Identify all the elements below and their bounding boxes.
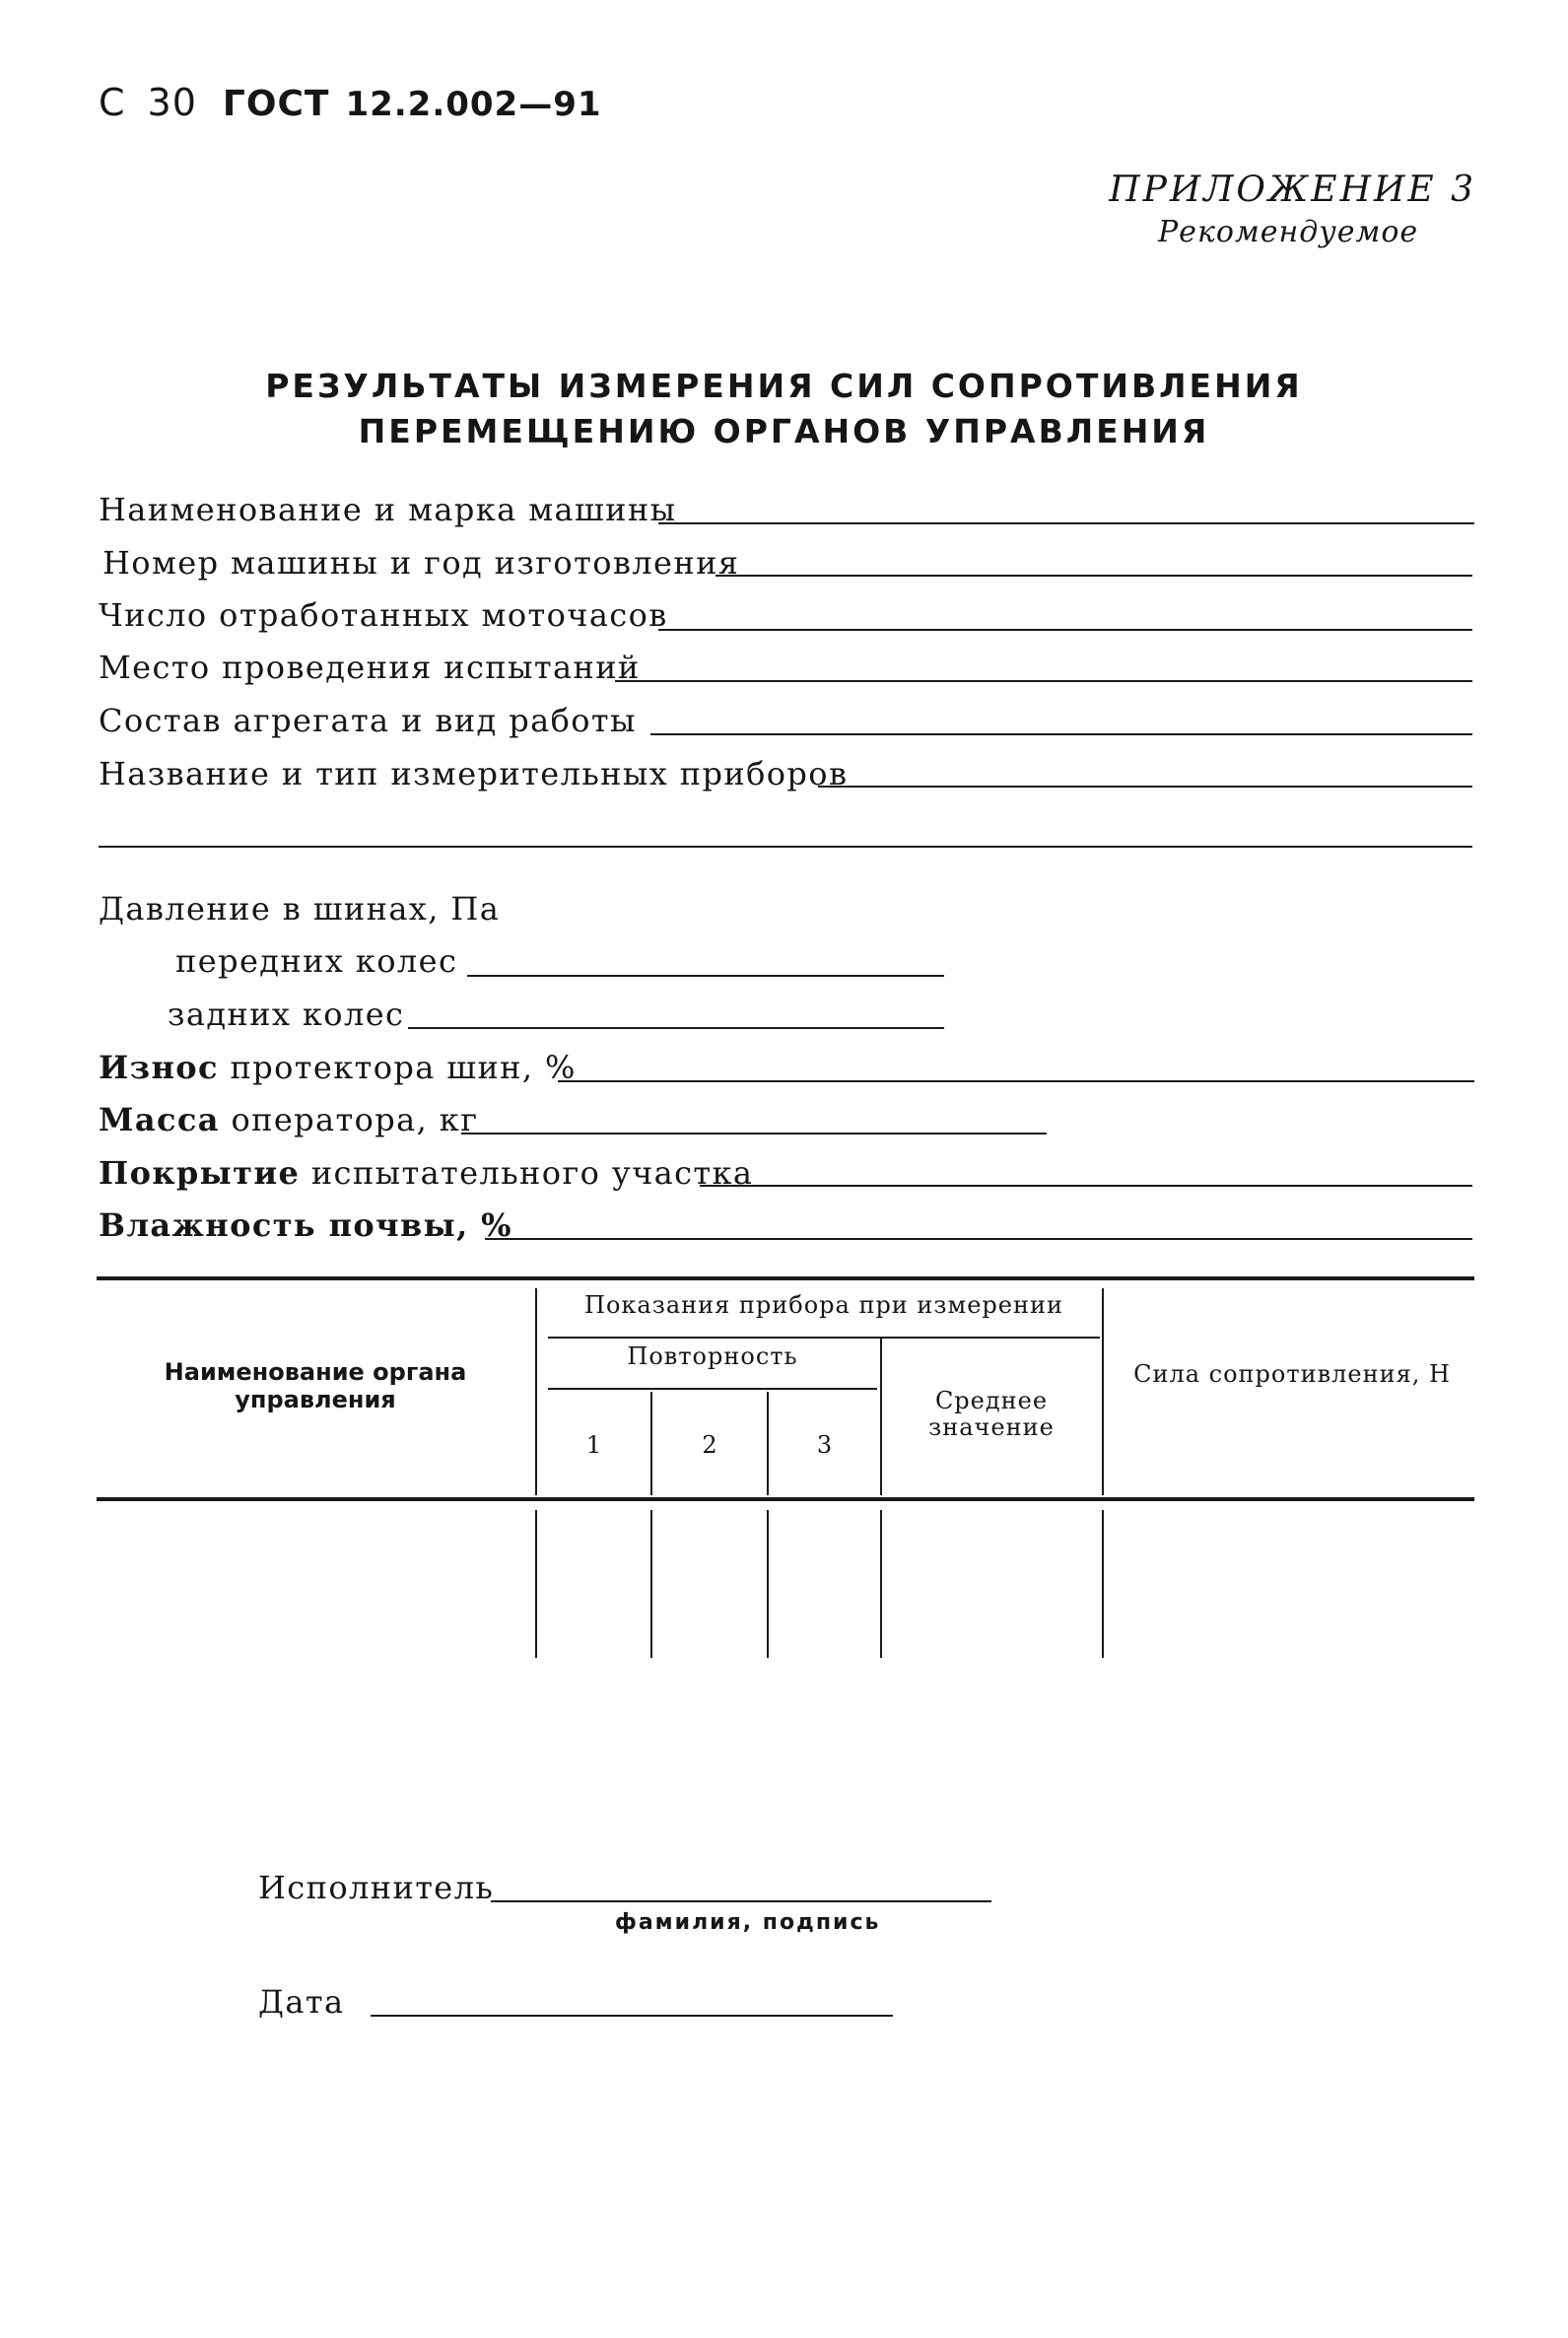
soil-moisture-line[interactable] [485, 1238, 1472, 1240]
hours-line[interactable] [658, 629, 1472, 631]
page-header [99, 81, 602, 124]
page-number: 30 [147, 81, 197, 124]
soil-moisture-label: Влажность почвы, % [99, 1206, 512, 1244]
instruments-line[interactable] [818, 786, 1472, 788]
table-body-divider-1 [535, 1510, 537, 1658]
document-title-line2: ПЕРЕМЕЩЕНИЮ ОРГАНОВ УПРАВЛЕНИЯ [358, 412, 1210, 450]
table-header-bottom-border [97, 1497, 1474, 1501]
test-place-line[interactable] [615, 680, 1472, 682]
table-group-divider [548, 1337, 1100, 1339]
tread-wear-bold: Износ [99, 1049, 219, 1086]
document-title-line1: РЕЗУЛЬТАТЫ ИЗМЕРЕНИЯ СИЛ СОПРОТИВЛЕНИЯ [265, 367, 1303, 405]
hours-label: Число отработанных моточасов [99, 596, 668, 634]
table-header-readings: Показания прибора при измерении [584, 1291, 1063, 1319]
table-header-repeat-2: 2 [702, 1431, 718, 1459]
table-col-divider-1 [535, 1288, 537, 1495]
table-body-divider-2 [650, 1510, 652, 1658]
rear-wheels-line[interactable] [408, 1027, 944, 1029]
executor-caption: фамилия, подпись [615, 1910, 881, 1935]
unit-composition-line[interactable] [650, 733, 1472, 735]
table-repeat-divider [548, 1388, 877, 1390]
operator-mass-line[interactable] [461, 1133, 1047, 1135]
table-top-border [97, 1276, 1474, 1280]
operator-mass-rest: оператора, кг [231, 1101, 479, 1138]
coverage-label [99, 1154, 753, 1192]
coverage-line[interactable] [700, 1185, 1472, 1187]
table-body-divider-force [1102, 1510, 1104, 1658]
table-col-divider-3 [767, 1392, 769, 1495]
instruments-line-continued[interactable] [99, 846, 1472, 848]
coverage-bold: Покрытие [99, 1154, 301, 1192]
table-body-divider-mean [880, 1510, 882, 1658]
instruments-label: Название и тип измерительных приборов [99, 755, 849, 792]
appendix-status: Рекомендуемое [1158, 215, 1419, 249]
executor-label: Исполнитель [258, 1869, 495, 1906]
coverage-rest: испытательного участка [310, 1154, 754, 1192]
table-header-force: Сила сопротивления, Н [1133, 1360, 1451, 1388]
date-label: Дата [258, 1983, 345, 2021]
tire-pressure-label: Давление в шинах, Па [99, 890, 501, 928]
test-place-label: Место проведения испытаний [99, 649, 641, 686]
machine-name-line[interactable] [658, 522, 1474, 524]
table-col-divider-mean [880, 1339, 882, 1495]
rear-wheels-label: задних колес [168, 996, 405, 1033]
table-header-repeat-1: 1 [585, 1431, 603, 1459]
standard-label: ГОСТ [222, 84, 330, 124]
executor-line[interactable] [491, 1900, 991, 1902]
machine-number-label: Номер машины и год изготовления [102, 544, 740, 582]
header-letter: С [99, 81, 126, 124]
tread-wear-label [99, 1049, 577, 1086]
machine-name-label: Наименование и марка машины [99, 491, 677, 528]
machine-number-line[interactable] [716, 575, 1472, 577]
tread-wear-rest: протектора шин, % [230, 1049, 577, 1086]
table-header-repeat-3: 3 [816, 1431, 834, 1459]
front-wheels-line[interactable] [467, 975, 944, 977]
front-wheels-label: передних колес [175, 942, 458, 980]
table-body-divider-3 [767, 1510, 769, 1658]
table-col-divider-2 [650, 1392, 652, 1495]
table-header-mean: Среднее значение [928, 1387, 1055, 1441]
tread-wear-line[interactable] [558, 1080, 1474, 1082]
unit-composition-label: Состав агрегата и вид работы [99, 702, 637, 739]
table-col-divider-force [1102, 1288, 1104, 1495]
table-header-repeat: Повторность [627, 1342, 798, 1370]
appendix-title: ПРИЛОЖЕНИЕ 3 [1109, 170, 1476, 210]
table-header-control-name: Наименование органа управления [164, 1358, 467, 1413]
date-line[interactable] [371, 2015, 893, 2017]
operator-mass-bold: Масса [99, 1101, 220, 1138]
operator-mass-label [99, 1101, 478, 1138]
standard-number: 12.2.002—91 [345, 85, 602, 124]
